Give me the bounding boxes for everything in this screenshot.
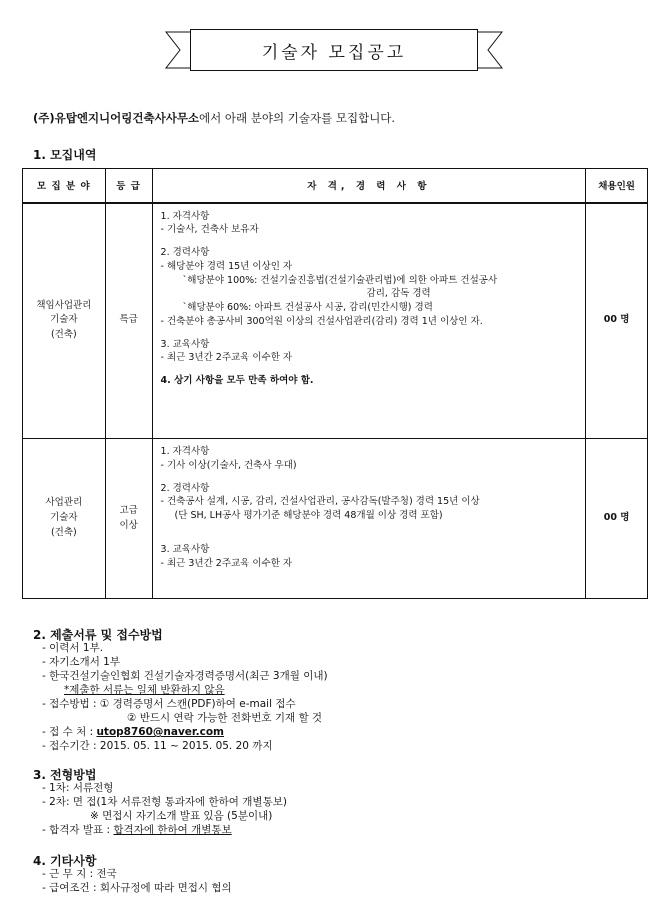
row2-qualifications: 1. 자격사항 - 기사 이상(기술사, 건축사 우대) 2. 경력사항 - 건축공사 설계, 시공, 감리, 건설사업관리, 공사감독(발주청) 경력 15년 이상 (단 SH, LH공사 평가기준 해당분야 경력 48개월 이상 경력 포함) 3. 교육사항 - 최근 3년간 2주교육 이수한 자 — [152, 439, 586, 599]
list-item: - 1차: 서류전형 — [42, 782, 114, 794]
intro-sentence: 에서 아래 분야의 기술자를 모집합니다. — [199, 111, 396, 125]
row2-grade: 고급 이상 — [105, 439, 152, 599]
list-item: ※ 면접시 자기소개 발표 있음 (5분이내) — [90, 810, 273, 822]
intro-text — [33, 110, 395, 126]
section2-heading: 2. 제출서류 및 접수방법 — [33, 628, 163, 642]
email-link[interactable]: utop8760@naver.com — [96, 726, 224, 738]
header-field: 모 집 분 야 — [23, 169, 106, 203]
no-return-notice: *제출한 서류는 일체 반환하지 않음 — [64, 684, 225, 696]
section1-heading: 1. 모집내역 — [33, 148, 97, 162]
row1-grade: 특급 — [105, 203, 152, 439]
list-item: - 이력서 1부. — [42, 642, 104, 654]
row1-count: 00 명 — [586, 203, 648, 439]
header-qualifications: 자 격, 경 력 사 항 — [152, 169, 586, 203]
recruit-table — [22, 168, 648, 599]
row2-count: 00 명 — [586, 439, 648, 599]
list-item: - 접 수 처 : utop8760@naver.com — [42, 726, 224, 738]
table-row — [23, 203, 648, 439]
section4-heading: 4. 기타사항 — [33, 854, 97, 868]
list-item: - 자기소개서 1부 — [42, 656, 121, 668]
row1-qualifications: 1. 자격사항 - 기술사, 건축사 보유자 2. 경력사항 - 해당분야 경력 15년 이상인 자 `해당분야 100%: 건설기술진흥법(건설기술관리법)에 의한 아파트 건설공사 감리, 감독 경력 `해당분야 60%: 아파트 건설공사 시공, 감리(민간시행) 경력 - 건축분야 총공사비 300억원 이상의 건설사업관리(감리) 경력 1년 이상인 자. 3. 교육사항 - 최근 3년간 2주교육 이수한 자 4. 상기 사항을 모두 만족 하여야 함. — [152, 203, 586, 439]
header-grade: 등 급 — [105, 169, 152, 203]
list-item: - 합격자 발표 : 합격자에 한하여 개별통보 — [42, 824, 232, 836]
title-frame — [162, 26, 506, 74]
row1-field: 책임사업관리 기술자 (건축) — [23, 203, 106, 439]
list-item: - 2차: 면 접(1차 서류전형 통과자에 한하여 개별통보) — [42, 796, 287, 808]
row2-field: 사업관리 기술자 (건축) — [23, 439, 106, 599]
section3-heading: 3. 전형방법 — [33, 768, 97, 782]
section2-list — [42, 641, 328, 753]
list-item: ② 반드시 연락 가능한 전화번호 기재 할 것 — [127, 712, 323, 724]
company-name: (주)유탑엔지니어링건축사사무소 — [33, 111, 200, 125]
list-item: - 급여조건 : 회사규정에 따라 면접시 협의 — [42, 882, 232, 894]
header-count: 채용인원 — [586, 169, 648, 203]
section3-list — [42, 781, 287, 837]
list-item: - 접수방법 : ① 경력증명서 스캔(PDF)하여 e-mail 접수 — [42, 698, 296, 710]
table-row — [23, 439, 648, 599]
list-item: - 한국건설기술인협회 건설기술자경력증명서(최근 3개월 이내) — [42, 670, 328, 682]
list-item: - 근 무 지 : 전국 — [42, 868, 117, 880]
list-item: - 접수기간 : 2015. 05. 11 ~ 2015. 05. 20 까지 — [42, 740, 273, 752]
table-header-row — [23, 169, 648, 203]
announcement-note: 합격자에 한하여 개별통보 — [113, 824, 232, 836]
page-title: 기술자 모집공고 — [190, 29, 478, 71]
section4-list — [42, 867, 232, 895]
